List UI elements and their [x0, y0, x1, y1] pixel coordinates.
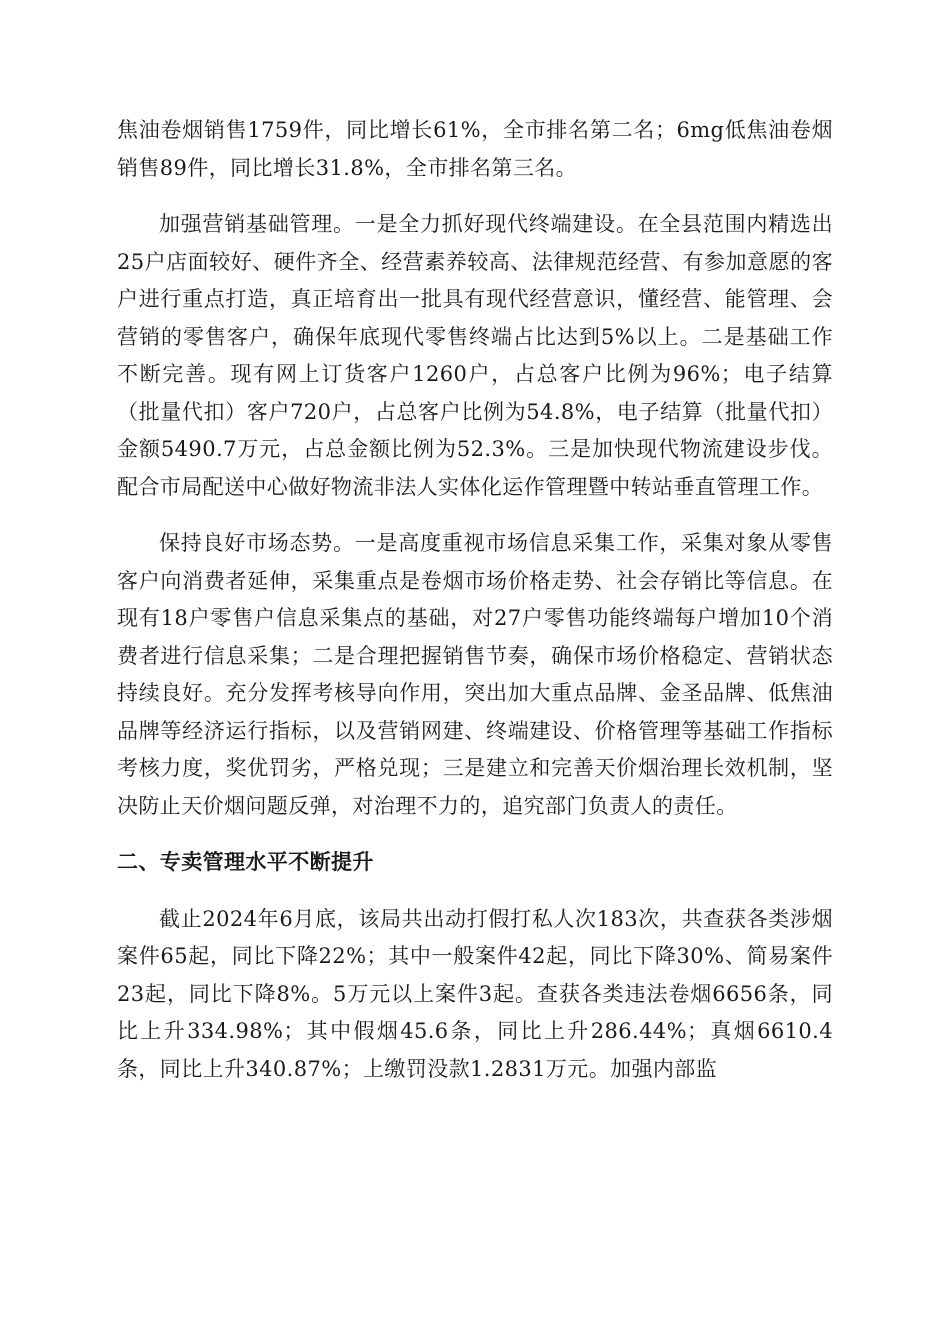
section-heading: 二、专卖管理水平不断提升	[117, 850, 374, 874]
paragraph-continued: 焦油卷烟销售1759件，同比增长61%，全市排名第二名；6mg低焦油卷烟销售89件，同比增长31.8%，全市排名第三名。	[117, 118, 833, 180]
paragraph-monopoly-management: 截止2024年6月底，该局共出动打假打私人次183次，共查获各类涉烟案件65起，同比下降22%；其中一般案件42起，同比下降30%、简易案件23起，同比下降8%。5万元以上案件3起。查获各类违法卷烟6656条，同比上升334.98%；其中假烟45.6条，同比上升286.44%；真烟6610.4条，同比上升340.87%；上缴罚没款1.2831万元。加强内部监	[117, 906, 833, 1081]
paragraph-market-situation: 保持良好市场态势。一是高度重视市场信息采集工作，采集对象从零售客户向消费者延伸，采集重点是卷烟市场价格走势、社会存销比等信息。在现有18户零售户信息采集点的基础，对27户零售功能终端每户增加10个消费者进行信息采集；二是合理把握销售节奏，确保市场价格稳定、营销状态持续良好。充分发挥考核导向作用，突出加大重点品牌、金圣品牌、低焦油品牌等经济运行指标，以及营销网建、终端建设、价格管理等基础工作指标考核力度，奖优罚劣，严格兑现；三是建立和完善天价烟治理长效机制，坚决防止天价烟问题反弹，对治理不力的，追究部门负责人的责任。	[117, 531, 833, 818]
document-page	[117, 112, 833, 1088]
paragraph-marketing-management: 加强营销基础管理。一是全力抓好现代终端建设。在全县范围内精选出25户店面较好、硬件齐全、经营素养较高、法律规范经营、有参加意愿的客户进行重点打造，真正培育出一批具有现代经营意识，懂经营、能管理、会营销的零售客户，确保年底现代零售终端占比达到5%以上。二是基础工作不断完善。现有网上订货客户1260户，占总客户比例为96%；电子结算（批量代扣）客户720户，占总客户比例为54.8%，电子结算（批量代扣）金额5490.7万元，占总金额比例为52.3%。三是加快现代物流建设步伐。配合市局配送中心做好物流非法人实体化运作管理暨中转站垂直管理工作。	[117, 212, 833, 499]
